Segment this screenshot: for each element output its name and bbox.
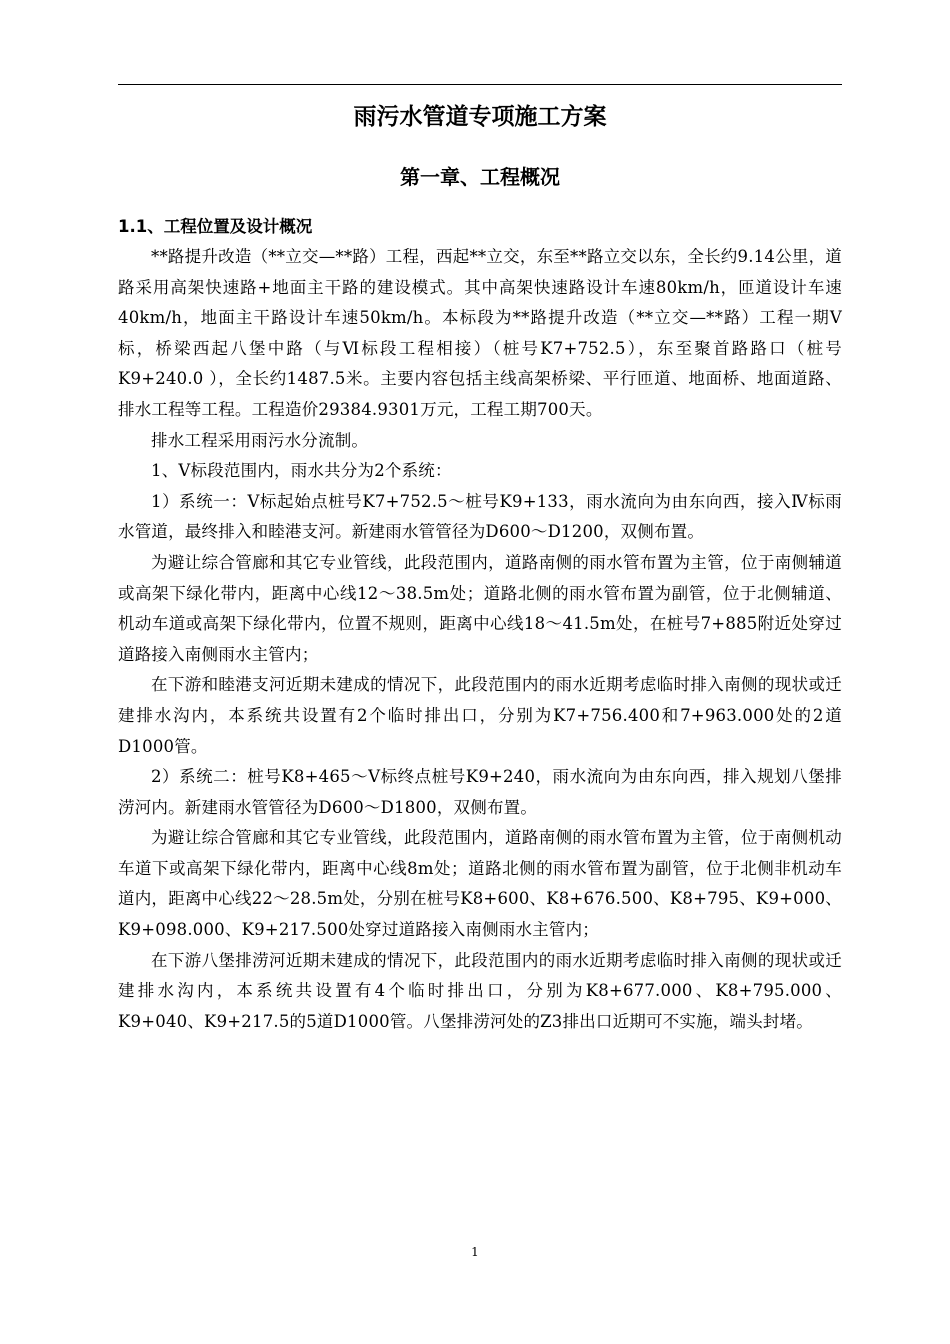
chapter-heading: 第一章、工程概况	[400, 165, 560, 189]
paragraph: 2）系统二：桩号K8+465～Ⅴ标终点桩号K9+240，雨水流向为由东向西，排入规划八堡排涝河内。新建雨水管管径为D600～D1800，双侧布置。	[118, 767, 842, 817]
paragraph: 排水工程采用雨污水分流制。	[151, 430, 369, 450]
paragraph: 为避让综合管廊和其它专业管线，此段范围内，道路南侧的雨水管布置为主管，位于南侧辅道或高架下绿化带内，距离中心线12～38.5m处；道路北侧的雨水管布置为副管，位于北侧辅道、机动车道或高架下绿化带内，位置不规则，距离中心线18～41.5m处，在桩号7+885附近处穿过道路接入南侧雨水主管内；	[118, 552, 842, 664]
document-title: 雨污水管道专项施工方案	[353, 104, 607, 130]
paragraph: 在下游和睦港支河近期未建成的情况下，此段范围内的雨水近期考虑临时排入南侧的现状或迁建排水沟内，本系统共设置有2个临时排出口，分别为K7+756.400和7+963.000处的2道D1000管。	[118, 675, 842, 756]
paragraph: 为避让综合管廊和其它专业管线，此段范围内，道路南侧的雨水管布置为主管，位于南侧机动车道下或高架下绿化带内，距离中心线8m处；道路北侧的雨水管布置为副管，位于北侧非机动车道内，距离中心线22～28.5m处，分别在桩号K8+600、K8+676.500、K8+795、K9+000、K9+098.000、K9+217.500处穿过道路接入南侧雨水主管内；	[118, 828, 842, 940]
paragraph: 在下游八堡排涝河近期未建成的情况下，此段范围内的雨水近期考虑临时排入南侧的现状或迁建排水沟内，本系统共设置有4个临时排出口，分别为K8+677.000、K8+795.000、K9+040、K9+217.5的5道D1000管。八堡排涝河处的Z3排出口近期可不实施，端头封堵。	[118, 950, 842, 1031]
paragraph: **路提升改造（**立交—**路）工程，西起**立交，东至**路立交以东，全长约9.14公里，道路采用高架快速路+地面主干路的建设模式。其中高架快速路设计车速80km/h，匝道设计车速 40km/h，地面主干路设计车速50km/h。本标段为**路提升改造（**立交—**路）工程一期Ⅴ标，桥梁西起八堡中路（与Ⅵ标段工程相接）（桩号K7+752.5），东至聚首路路口（桩号K9+240.0 ），全长约1487.5米。主要内容包括主线高架桥梁、平行匝道、地面桥、地面道路、排水工程等工程。工程造价29384.9301万元，工程工期700天。	[118, 247, 842, 419]
paragraph: 1、Ⅴ标段范围内，雨水共分为2个系统：	[151, 461, 452, 481]
paragraph: 1）系统一：Ⅴ标起始点桩号K7+752.5～桩号K9+133，雨水流向为由东向西，接入Ⅳ标雨水管道，最终排入和睦港支河。新建雨水管管径为D600～D1200，双侧布置。	[118, 491, 842, 542]
body-text	[118, 242, 842, 1037]
section-heading: 1.1、工程位置及设计概况	[118, 217, 313, 236]
page-number: 1	[471, 1245, 479, 1259]
header-rule	[118, 84, 842, 85]
